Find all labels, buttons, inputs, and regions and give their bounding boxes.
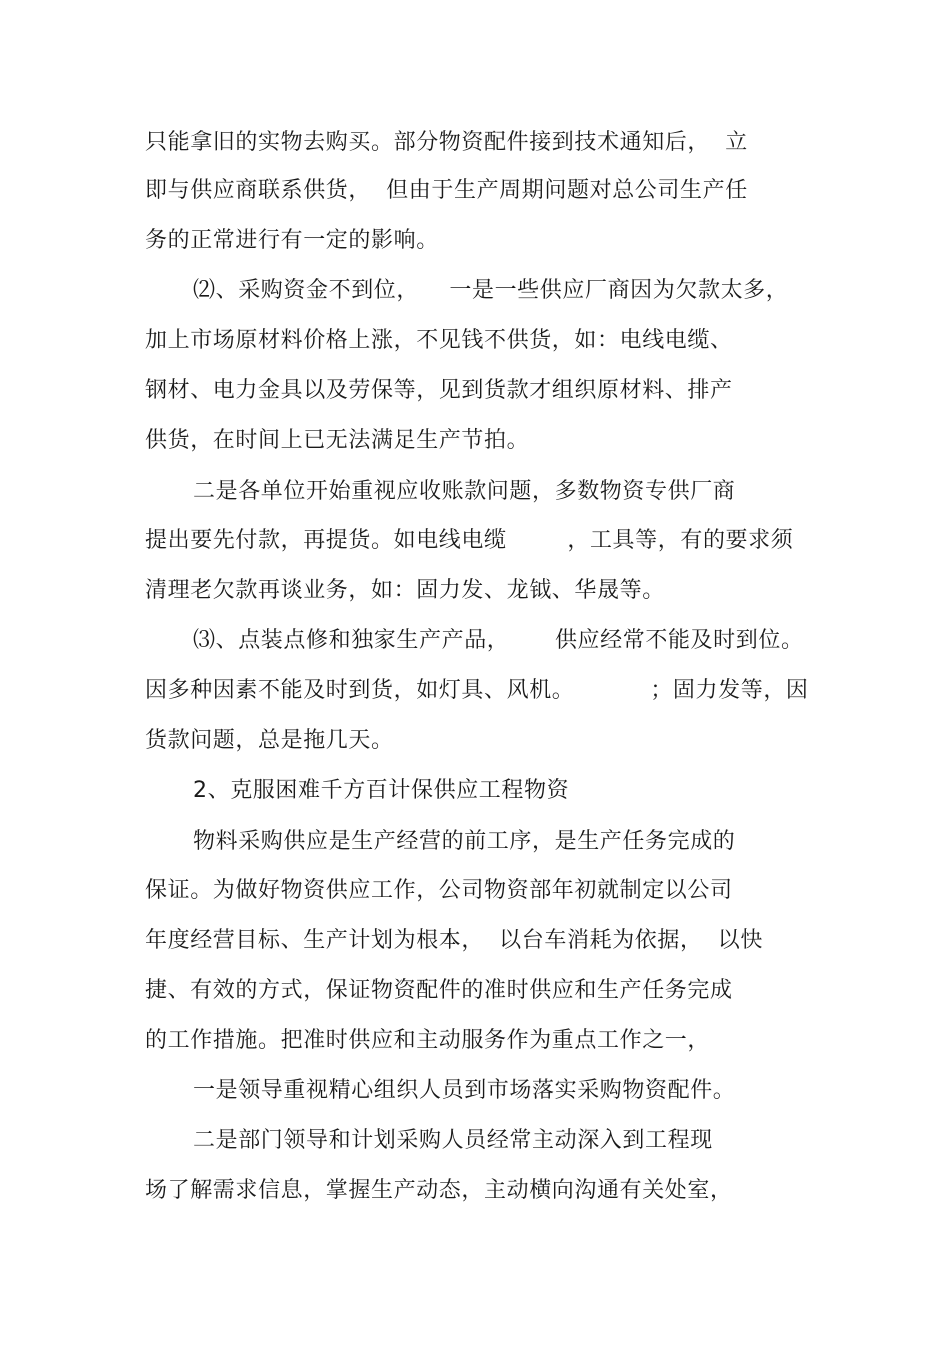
text-line: 钢材、电力金具以及劳保等，见到货款才组织原材料、排产	[145, 378, 733, 403]
text-line: 只能拿旧的实物去购买。部分物资配件接到技术通知后， 立	[145, 130, 748, 155]
text-line: 捷、有效的方式，保证物资配件的准时供应和生产任务完成	[145, 978, 733, 1003]
text-line: 货款问题，总是拖几天。	[145, 728, 394, 753]
text-line: 清理老欠款再谈业务，如：固力发、龙钺、华晟等。	[145, 578, 665, 603]
text-line: ⑵、采购资金不到位， 一是一些供应厂商因为欠款太多，	[193, 278, 789, 303]
text-line: 务的正常进行有一定的影响。	[145, 228, 439, 253]
text-line: 供货，在时间上已无法满足生产节拍。	[145, 428, 530, 453]
text-line: 物料采购供应是生产经营的前工序，是生产任务完成的	[193, 829, 736, 854]
text-line: 年度经营目标、生产计划为根本， 以台车消耗为依据， 以快	[145, 928, 763, 953]
text-line: 保证。为做好物资供应工作，公司物资部年初就制定以公司	[145, 878, 733, 903]
text-line: 场了解需求信息，掌握生产动态，主动横向沟通有关处室，	[145, 1178, 733, 1203]
text-line: ⑶、点装点修和独家生产产品， 供应经常不能及时到位。	[193, 628, 804, 653]
text-line: 的工作措施。把准时供应和主动服务作为重点工作之一，	[145, 1028, 711, 1053]
text-line: 提出要先付款，再提货。如电线电缆 ，工具等，有的要求须	[145, 528, 794, 553]
text-line: 二是部门领导和计划采购人员经常主动深入到工程现	[193, 1128, 713, 1153]
section-heading: 2、克服困难千方百计保供应工程物资	[193, 778, 570, 803]
text-line: 二是各单位开始重视应收账款问题，多数物资专供厂商	[193, 479, 736, 504]
text-line: 加上市场原材料价格上涨，不见钱不供货，如：电线电缆、	[145, 328, 733, 353]
text-line: 即与供应商联系供货， 但由于生产周期问题对总公司生产任	[145, 178, 748, 203]
text-line: 因多种因素不能及时到货，如灯具、风机。 ；固力发等，因	[145, 678, 809, 703]
text-line: 一是领导重视精心组织人员到市场落实采购物资配件。	[193, 1078, 736, 1103]
